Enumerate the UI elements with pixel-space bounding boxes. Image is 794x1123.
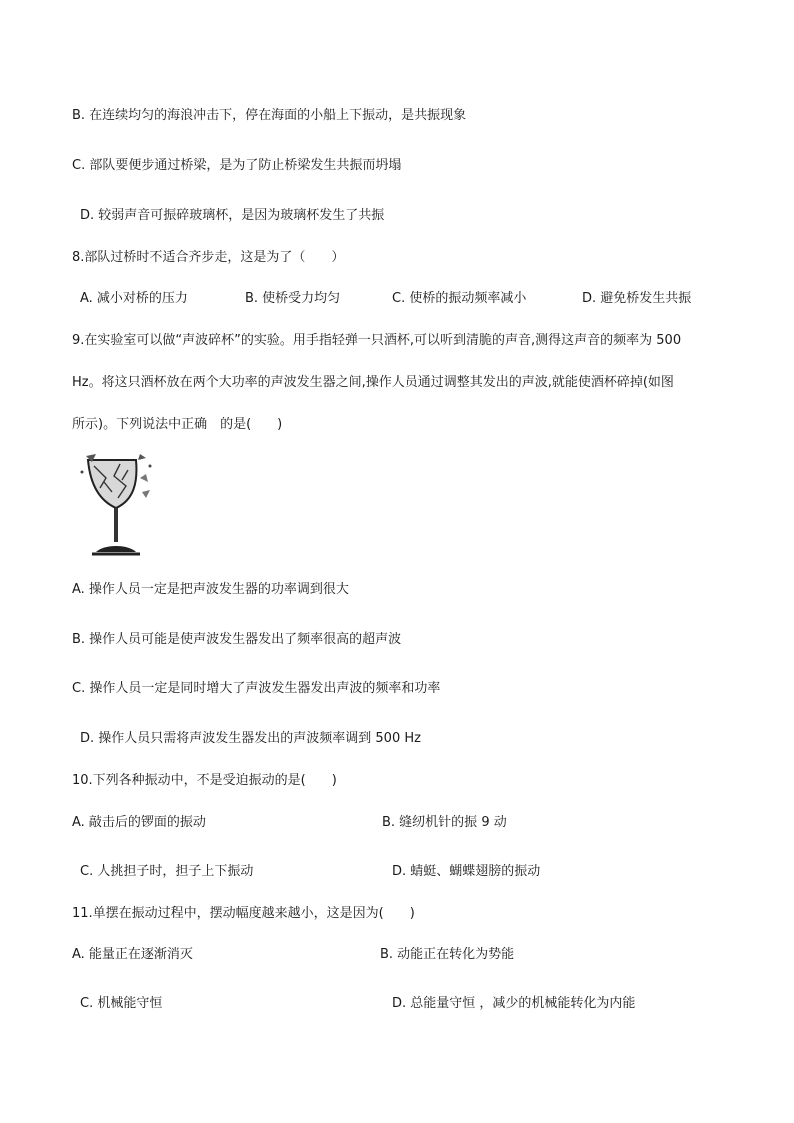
q10-option-d: D. 蜻蜓、蝴蝶翅膀的振动 <box>392 864 541 879</box>
q10-stem: 10.下列各种振动中，不是受迫振动的是( ) <box>72 773 337 788</box>
q9-stem-line2: Hz。将这只酒杯放在两个大功率的声波发生器之间,操作人员通过调整其发出的声波,就能使酒杯碎掉(如图 <box>72 375 674 390</box>
q10-option-c: C. 人挑担子时，担子上下振动 <box>80 864 254 879</box>
q10-option-b: B. 缝纫机针的振 9 动 <box>382 815 507 830</box>
q8-option-a: A. 减小对桥的压力 <box>80 291 188 306</box>
q7-option-b: B. 在连续均匀的海浪冲击下，停在海面的小船上下振动，是共振现象 <box>72 108 467 123</box>
q9-stem-line3: 所示)。下列说法中正确 的是( ) <box>72 417 283 432</box>
q10-option-a: A. 敲击后的锣面的振动 <box>72 815 206 830</box>
q8-option-c: C. 使桥的振动频率减小 <box>392 291 527 306</box>
shattering-wine-glass-figure <box>76 452 158 560</box>
q11-option-a: A. 能量正在逐渐消灭 <box>72 947 193 962</box>
q11-option-b: B. 动能正在转化为势能 <box>380 947 515 962</box>
q11-stem: 11.单摆在振动过程中，摆动幅度越来越小，这是因为( ) <box>72 906 415 921</box>
q9-option-b: B. 操作人员可能是使声波发生器发出了频率很高的超声波 <box>72 632 402 647</box>
q8-option-d: D. 避免桥发生共振 <box>582 291 692 306</box>
q9-stem-line1: 9.在实验室可以做“声波碎杯”的实验。用手指轻弹一只酒杯,可以听到清脆的声音,测得这声音的频率为 500 <box>72 333 682 348</box>
q7-option-c: C. 部队要便步通过桥梁，是为了防止桥梁发生共振而坍塌 <box>72 158 402 173</box>
q7-option-d: D. 较弱声音可振碎玻璃杯，是因为玻璃杯发生了共振 <box>80 208 385 223</box>
q8-stem: 8.部队过桥时不适合齐步走，这是为了（ ） <box>72 250 345 265</box>
q9-option-c: C. 操作人员一定是同时增大了声波发生器发出声波的频率和功率 <box>72 681 441 696</box>
q11-option-c: C. 机械能守恒 <box>80 996 163 1011</box>
q8-option-b: B. 使桥受力均匀 <box>245 291 341 306</box>
q11-option-d: D. 总能量守恒 ，减少的机械能转化为内能 <box>392 996 636 1011</box>
q9-option-a: A. 操作人员一定是把声波发生器的功率调到很大 <box>72 582 349 597</box>
q9-option-d: D. 操作人员只需将声波发生器发出的声波频率调到 500 Hz <box>80 731 421 746</box>
